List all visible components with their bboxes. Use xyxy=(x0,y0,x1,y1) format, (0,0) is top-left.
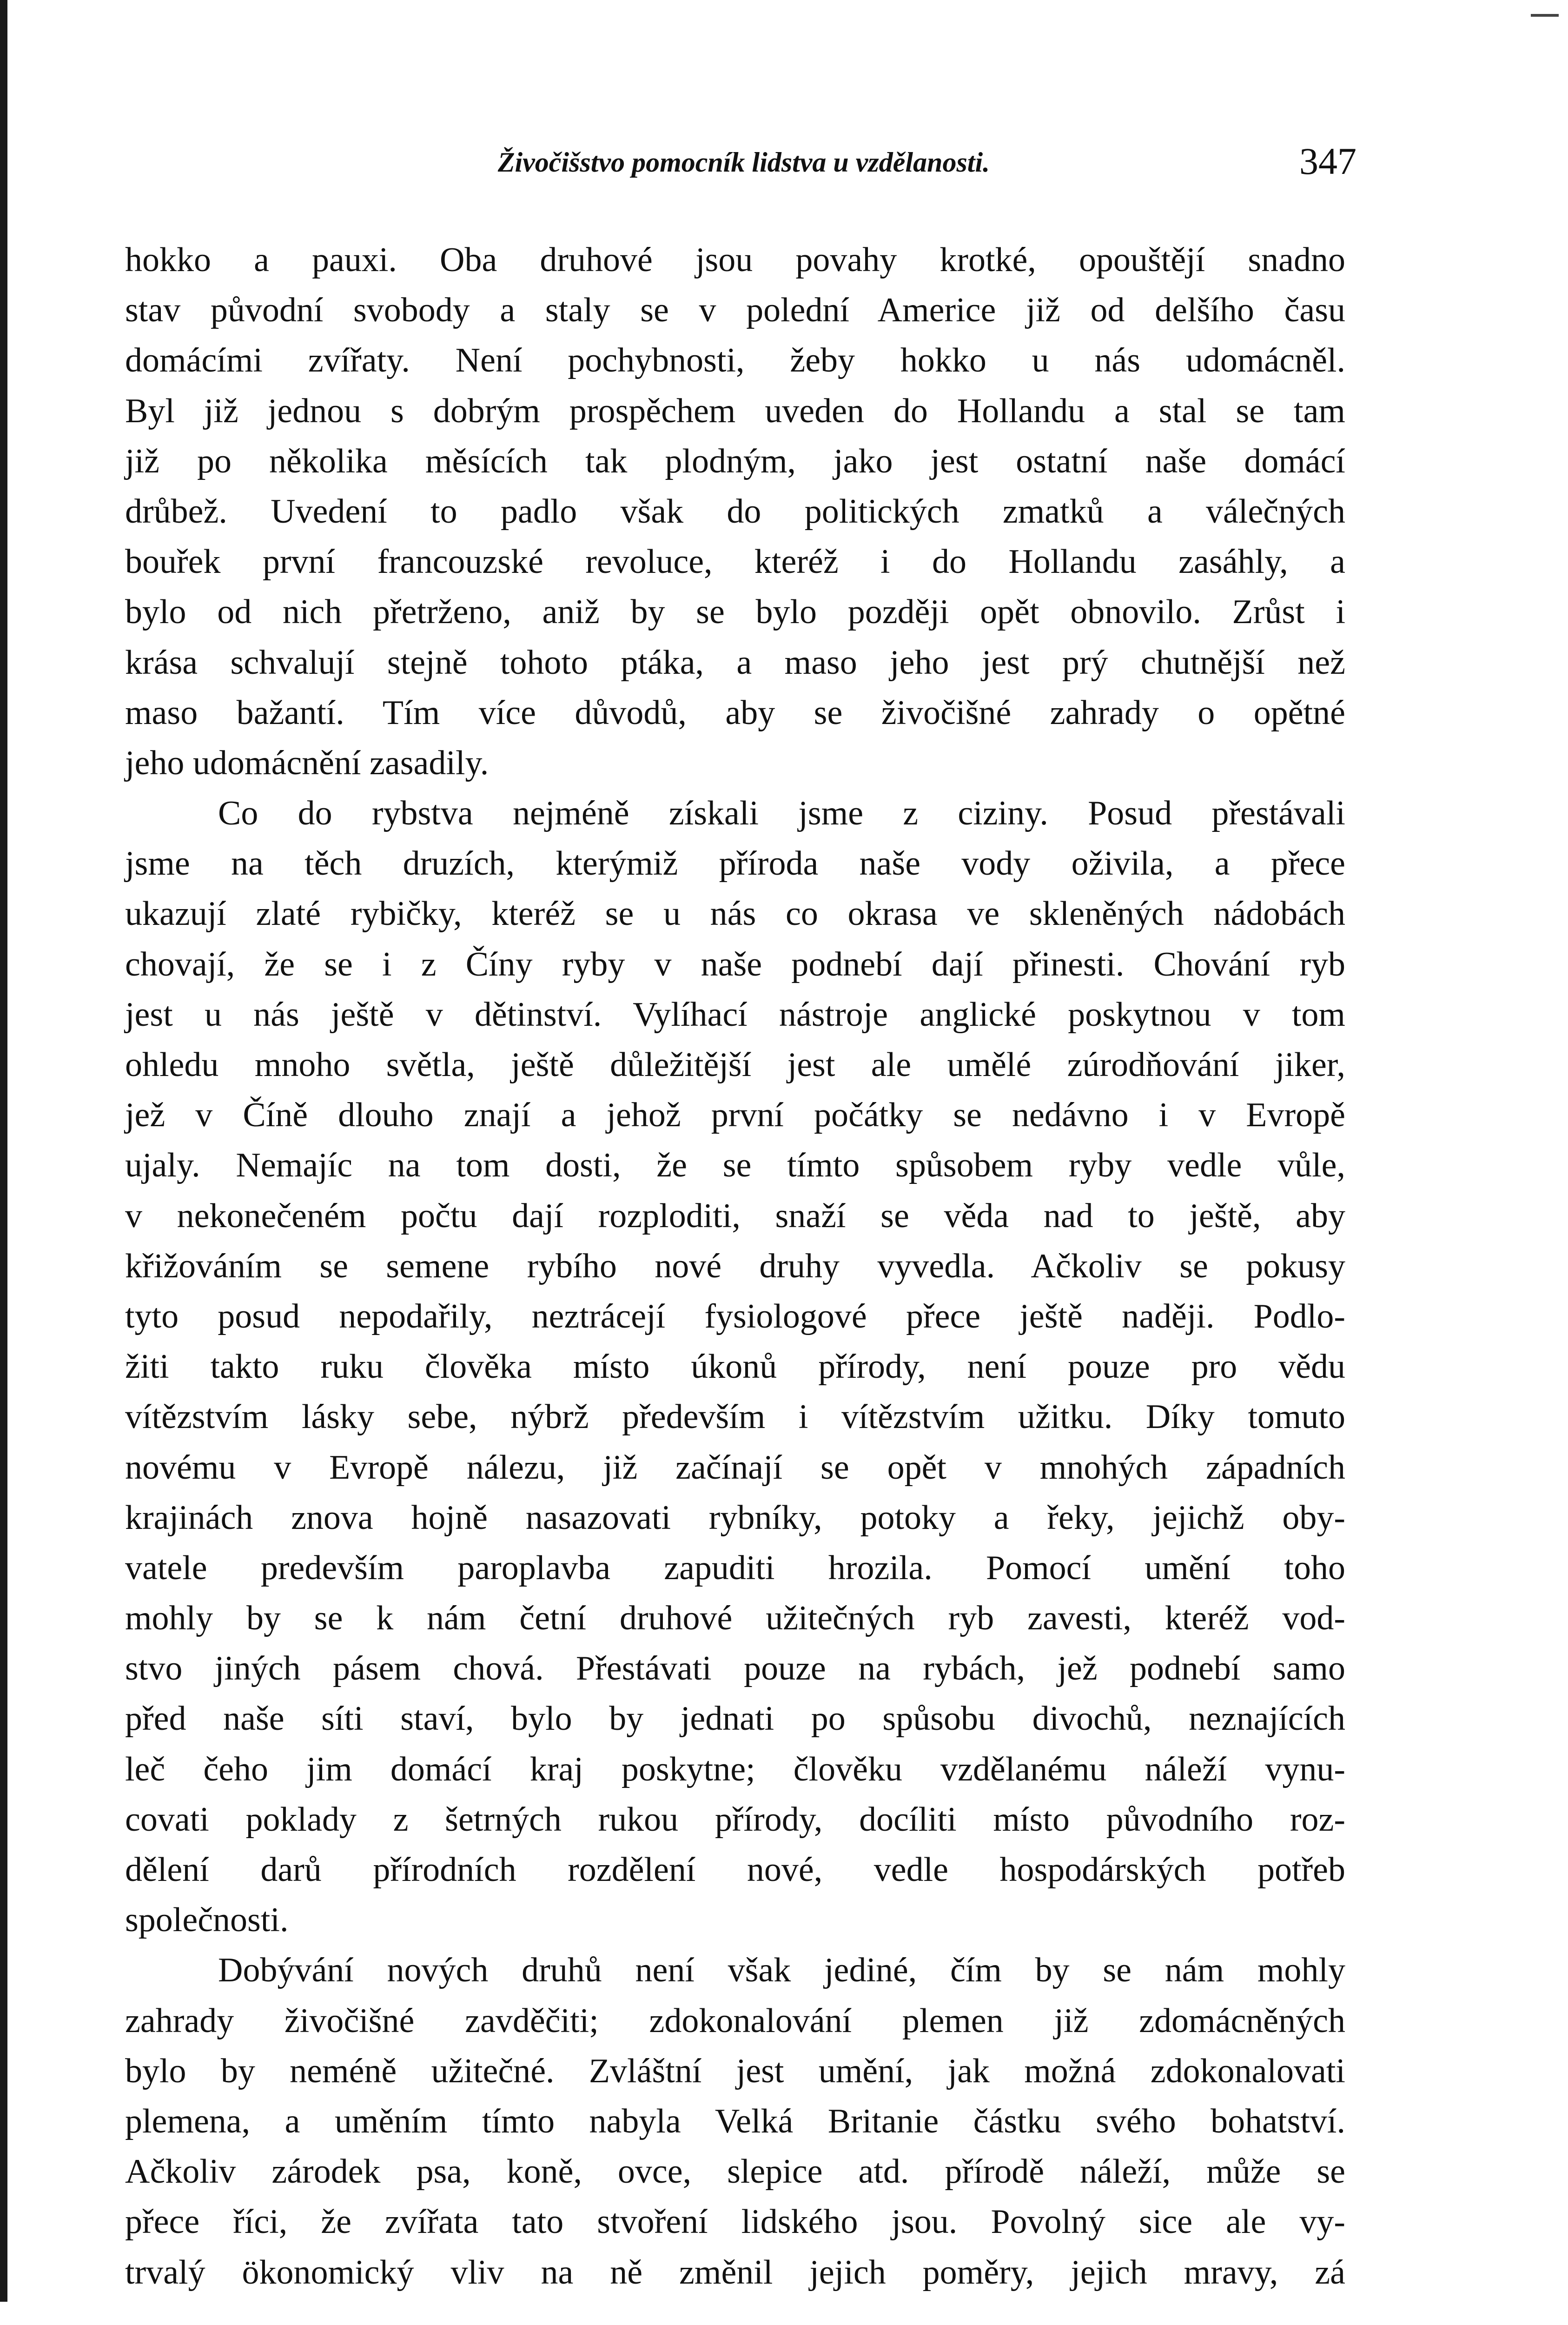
text-line: jež v Číně dlouho znají a jehož první počátky se nedávno i v Evropě xyxy=(125,1096,1345,1135)
text-line: přece říci, že zvířata tato stvoření lidského jsou. Povolný sice ale vy- xyxy=(125,2203,1345,2241)
text-line: společnosti. xyxy=(125,1901,289,1940)
paragraph xyxy=(125,788,1345,1945)
text-line: tyto posud nepodařily, neztrácejí fysiologové přece ještě naději. Podlo- xyxy=(125,1297,1345,1335)
text-line: mohly by se k nám četní druhové užitečných ryb zavesti, kteréž vod- xyxy=(125,1599,1345,1638)
running-title: Živočišstvo pomocník lidstva u vzdělanosti. xyxy=(497,147,990,178)
text-line: hokko a pauxi. Oba druhové jsou povahy krotké, opouštějí snadno xyxy=(125,241,1345,279)
text-line: drůbež. Uvedení to padlo však do politických zmatků a válečných xyxy=(125,492,1345,531)
text-line: v nekonečeném počtu dají rozploditi, snaží se věda nad to ještě, aby xyxy=(125,1196,1345,1235)
page-number: 347 xyxy=(1299,140,1356,182)
text-line: krajinách znova hojně nasazovati rybníky, potoky a řeky, jejichž oby- xyxy=(125,1498,1345,1537)
text-line: vítězstvím lásky sebe, nýbrž především i vítězstvím užitku. Díky tomuto xyxy=(125,1398,1345,1436)
text-line: ukazují zlaté rybičky, kteréž se u nás co okrasa ve skleněných nádobách xyxy=(125,895,1345,933)
text-line: zahrady živočišné zavděčiti; zdokonalování plemen již zdomácněných xyxy=(125,2001,1345,2040)
text-line: Dobývání nových druhů není však jediné, čím by se nám mohly xyxy=(218,1951,1345,1990)
text-line: křižováním se semene rybího nové druhy vyvedla. Ačkoliv se pokusy xyxy=(125,1247,1345,1285)
text-line: dělení darů přírodních rozdělení nové, vedle hospodárských potřeb xyxy=(125,1851,1345,1889)
text-line: vatele predevším paroplavba zapuditi hrozila. Pomocí umění toho xyxy=(125,1548,1345,1587)
text-line: Byl již jednou s dobrým prospěchem uveden do Hollandu a stal se tam xyxy=(125,392,1345,430)
text-line: Ačkoliv zárodek psa, koně, ovce, slepice atd. přírodě náleží, může se xyxy=(125,2152,1345,2191)
text-line: před naše síti staví, bylo by jednati po spůsobu divochů, neznajících xyxy=(125,1700,1345,1738)
text-line: ohledu mnoho světla, ještě důležitější jest ale umělé zúrodňování jiker, xyxy=(125,1046,1345,1084)
text-line: žiti takto ruku člověka místo úkonů přírody, není pouze pro vědu xyxy=(125,1348,1345,1386)
text-line: ujaly. Nemajíc na tom dosti, že se tímto spůsobem ryby vedle vůle, xyxy=(125,1146,1345,1185)
text-line: bylo by neméně užitečné. Zvláštní jest umění, jak možná zdokonalovati xyxy=(125,2052,1345,2090)
text-line: trvalý ökonomický vliv na ně změnil jejich poměry, jejich mravy, zá xyxy=(125,2253,1345,2292)
text-line: chovají, že se i z Číny ryby v naše podnebí dají přinesti. Chování ryb xyxy=(125,945,1345,983)
text-line: novému v Evropě nálezu, již začínají se opět v mnohých západních xyxy=(125,1448,1345,1487)
scan-border xyxy=(0,0,7,2302)
paragraph xyxy=(125,235,1345,788)
text-line: bouřek první francouzské revoluce, kteréž i do Hollandu zasáhly, a xyxy=(125,543,1345,581)
text-line: jeho udomácnění zasadily. xyxy=(125,744,489,782)
text-line: již po několika měsících tak plodným, jako jest ostatní naše domácí xyxy=(125,442,1345,480)
text-line: jest u nás ještě v dětinství. Vylíhací nástroje anglické poskytnou v tom xyxy=(125,995,1345,1034)
text-line: Co do rybstva nejméně získali jsme z ciziny. Posud přestávali xyxy=(218,794,1345,833)
paragraph xyxy=(125,1945,1345,2297)
text-line: krása schvalují stejně tohoto ptáka, a maso jeho jest prý chutnější než xyxy=(125,643,1345,682)
body-text xyxy=(125,235,1345,2298)
text-line: domácími zvířaty. Není pochybnosti, žeby hokko u nás udomácněl. xyxy=(125,341,1345,380)
text-line: jsme na těch druzích, kterýmiž příroda naše vody oživila, a přece xyxy=(125,844,1345,883)
text-line: covati poklady z šetrných rukou přírody, docíliti místo původního roz- xyxy=(125,1800,1345,1839)
text-line: bylo od nich přetrženo, aniž by se bylo později opět obnovilo. Zrůst i xyxy=(125,593,1345,631)
text-line: maso bažantí. Tím více důvodů, aby se živočišné zahrady o opětné xyxy=(125,693,1345,732)
text-line: stvo jiných pásem chová. Přestávati pouze na rybách, jež podnebí samo xyxy=(125,1649,1345,1688)
text-line: leč čeho jim domácí kraj poskytne; člověku vzdělanému náleží vynu- xyxy=(125,1750,1345,1788)
text-line: plemena, a uměním tímto nabyla Velká Britanie částku svého bohatství. xyxy=(125,2102,1345,2140)
text-line: stav původní svobody a staly se v polední Americe již od delšího času xyxy=(125,291,1345,330)
scan-mark xyxy=(1531,14,1559,17)
